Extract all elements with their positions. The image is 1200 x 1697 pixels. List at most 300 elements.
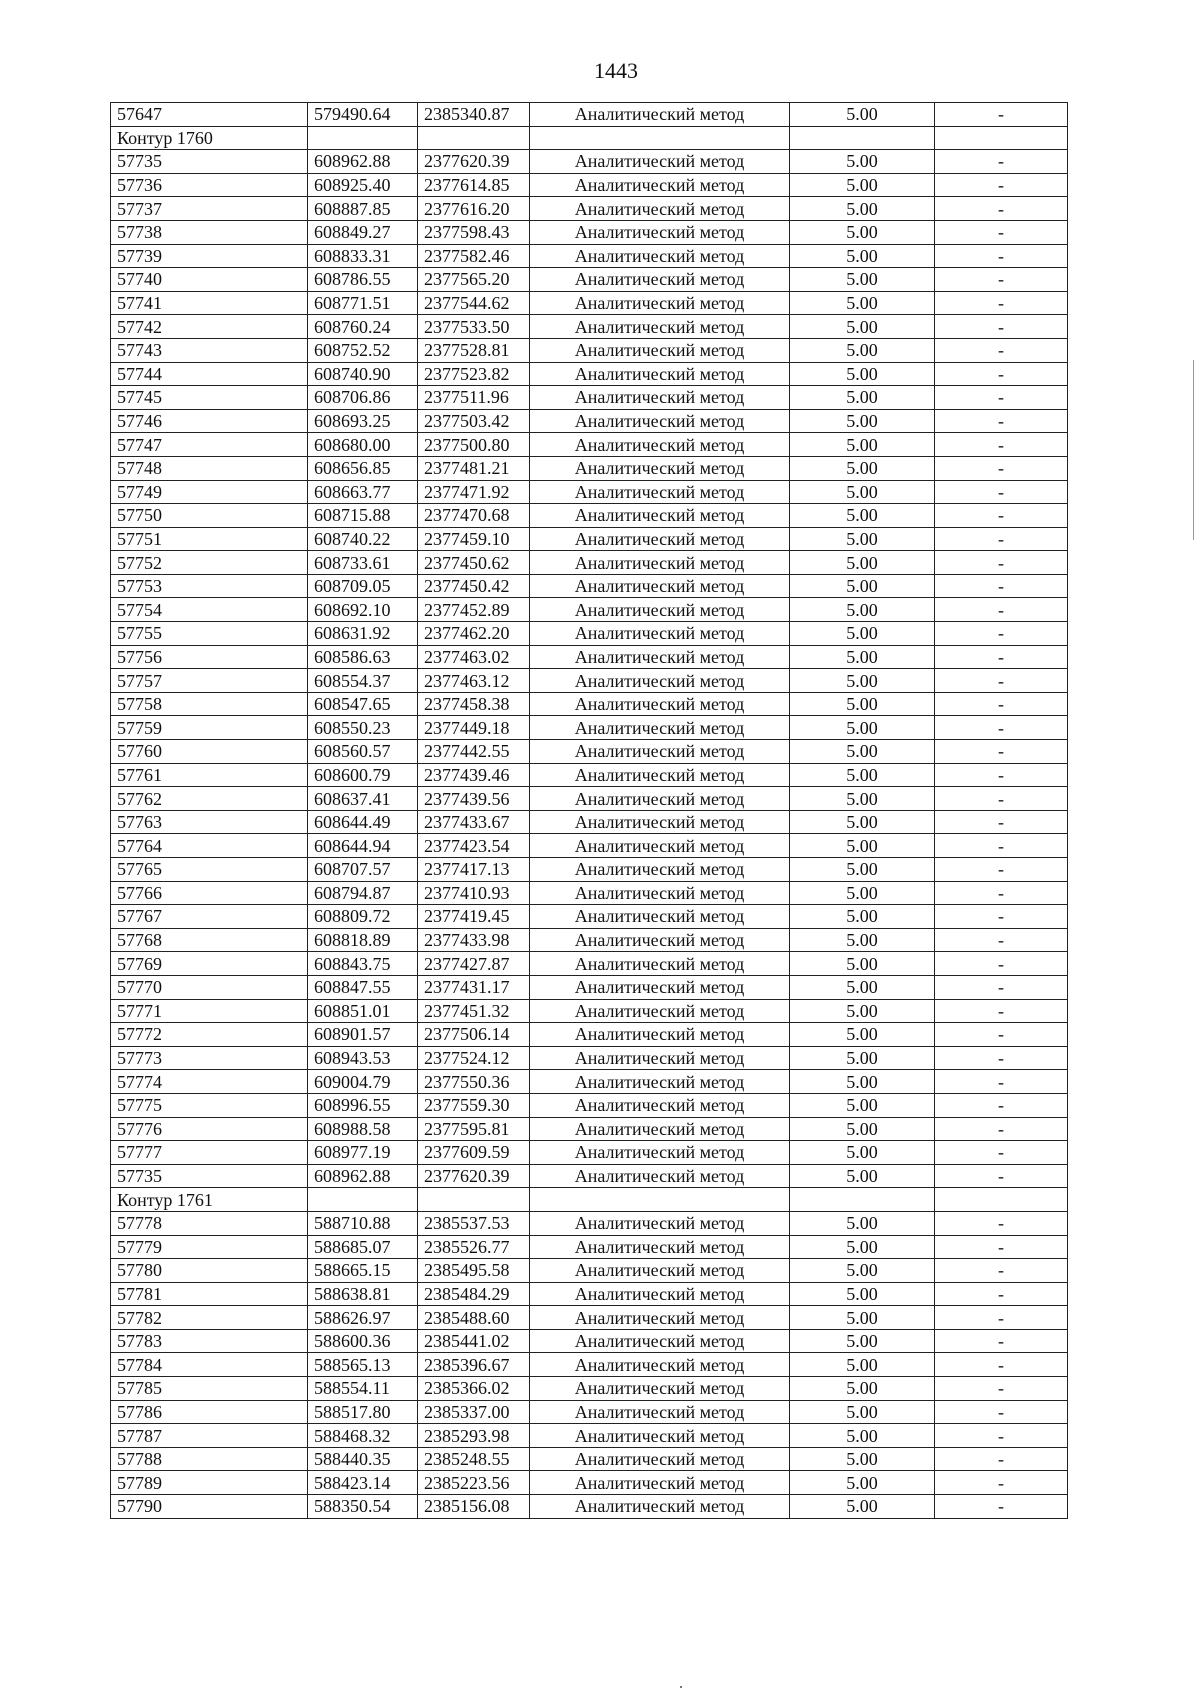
y-coordinate-cell: 2377506.14 [418, 1023, 530, 1047]
extra-cell: - [935, 362, 1068, 386]
extra-cell: - [935, 1495, 1068, 1519]
x-coordinate-cell: 608692.10 [308, 598, 418, 622]
method-cell: Аналитический метод [530, 456, 790, 480]
point-id-cell: 57760 [111, 740, 308, 764]
method-cell: Аналитический метод [530, 338, 790, 362]
extra-cell: - [935, 1447, 1068, 1471]
x-coordinate-cell: 608833.31 [308, 244, 418, 268]
extra-cell: - [935, 928, 1068, 952]
precision-cell: 5.00 [790, 291, 935, 315]
precision-cell: 5.00 [790, 598, 935, 622]
point-id-cell: 57753 [111, 574, 308, 598]
y-coordinate-cell: 2377459.10 [418, 527, 530, 551]
method-cell: Аналитический метод [530, 574, 790, 598]
method-cell: Аналитический метод [530, 268, 790, 292]
table-row [111, 291, 1068, 315]
x-coordinate-cell: 608709.05 [308, 574, 418, 598]
method-cell: Аналитический метод [530, 928, 790, 952]
y-coordinate-cell: 2385248.55 [418, 1447, 530, 1471]
precision-cell: 5.00 [790, 504, 935, 528]
y-coordinate-cell: 2377451.32 [418, 999, 530, 1023]
precision-cell: 5.00 [790, 268, 935, 292]
extra-cell: - [935, 291, 1068, 315]
y-coordinate-cell: 2377452.89 [418, 598, 530, 622]
extra-cell: - [935, 1471, 1068, 1495]
table-row [111, 1377, 1068, 1401]
extra-cell: - [935, 527, 1068, 551]
x-coordinate-cell: 608887.85 [308, 197, 418, 221]
extra-cell: - [935, 645, 1068, 669]
x-coordinate-cell: 608693.25 [308, 409, 418, 433]
x-coordinate-cell: 588554.11 [308, 1377, 418, 1401]
x-coordinate-cell: 588638.81 [308, 1282, 418, 1306]
x-coordinate-cell: 588468.32 [308, 1424, 418, 1448]
y-coordinate-cell: 2377450.62 [418, 551, 530, 575]
contour-header-row [111, 126, 1068, 150]
method-cell: Аналитический метод [530, 1282, 790, 1306]
precision-cell: 5.00 [790, 692, 935, 716]
precision-cell: 5.00 [790, 574, 935, 598]
precision-cell: 5.00 [790, 1235, 935, 1259]
y-coordinate-cell: 2377616.20 [418, 197, 530, 221]
extra-cell: - [935, 1377, 1068, 1401]
empty-cell [308, 126, 418, 150]
table-row [111, 645, 1068, 669]
extra-cell: - [935, 1259, 1068, 1283]
precision-cell: 5.00 [790, 999, 935, 1023]
precision-cell: 5.00 [790, 456, 935, 480]
method-cell: Аналитический метод [530, 1353, 790, 1377]
precision-cell: 5.00 [790, 716, 935, 740]
empty-cell [530, 126, 790, 150]
x-coordinate-cell: 608656.85 [308, 456, 418, 480]
x-coordinate-cell: 608809.72 [308, 905, 418, 929]
extra-cell: - [935, 338, 1068, 362]
extra-cell: - [935, 1282, 1068, 1306]
x-coordinate-cell: 608847.55 [308, 975, 418, 999]
point-id-cell: 57647 [111, 103, 308, 127]
method-cell: Аналитический метод [530, 763, 790, 787]
method-cell: Аналитический метод [530, 881, 790, 905]
method-cell: Аналитический метод [530, 1400, 790, 1424]
point-id-cell: 57773 [111, 1046, 308, 1070]
extra-cell: - [935, 1211, 1068, 1235]
y-coordinate-cell: 2385441.02 [418, 1329, 530, 1353]
y-coordinate-cell: 2385526.77 [418, 1235, 530, 1259]
y-coordinate-cell: 2377442.55 [418, 740, 530, 764]
method-cell: Аналитический метод [530, 645, 790, 669]
table-row [111, 456, 1068, 480]
precision-cell: 5.00 [790, 103, 935, 127]
table-row [111, 810, 1068, 834]
extra-cell: - [935, 409, 1068, 433]
precision-cell: 5.00 [790, 1259, 935, 1283]
x-coordinate-cell: 588665.15 [308, 1259, 418, 1283]
point-id-cell: 57744 [111, 362, 308, 386]
point-id-cell: 57749 [111, 480, 308, 504]
point-id-cell: 57770 [111, 975, 308, 999]
extra-cell: - [935, 1141, 1068, 1165]
y-coordinate-cell: 2377523.82 [418, 362, 530, 386]
scan-artifact-line [1193, 360, 1194, 540]
extra-cell: - [935, 1093, 1068, 1117]
y-coordinate-cell: 2377565.20 [418, 268, 530, 292]
contour-label: Контур 1760 [111, 126, 308, 150]
extra-cell: - [935, 1353, 1068, 1377]
y-coordinate-cell: 2385293.98 [418, 1424, 530, 1448]
precision-cell: 5.00 [790, 1424, 935, 1448]
precision-cell: 5.00 [790, 220, 935, 244]
x-coordinate-cell: 608740.22 [308, 527, 418, 551]
method-cell: Аналитический метод [530, 220, 790, 244]
x-coordinate-cell: 608707.57 [308, 858, 418, 882]
precision-cell: 5.00 [790, 150, 935, 174]
scan-artifact-dot [680, 1686, 682, 1688]
table-row [111, 1329, 1068, 1353]
point-id-cell: 57786 [111, 1400, 308, 1424]
x-coordinate-cell: 608637.41 [308, 787, 418, 811]
point-id-cell: 57743 [111, 338, 308, 362]
table-row [111, 1117, 1068, 1141]
point-id-cell: 57761 [111, 763, 308, 787]
point-id-cell: 57780 [111, 1259, 308, 1283]
x-coordinate-cell: 588565.13 [308, 1353, 418, 1377]
table-row [111, 1447, 1068, 1471]
x-coordinate-cell: 588517.80 [308, 1400, 418, 1424]
y-coordinate-cell: 2377419.45 [418, 905, 530, 929]
x-coordinate-cell: 608752.52 [308, 338, 418, 362]
table-row [111, 905, 1068, 929]
point-id-cell: 57772 [111, 1023, 308, 1047]
table-row [111, 386, 1068, 410]
precision-cell: 5.00 [790, 409, 935, 433]
y-coordinate-cell: 2377470.68 [418, 504, 530, 528]
extra-cell: - [935, 268, 1068, 292]
point-id-cell: 57784 [111, 1353, 308, 1377]
precision-cell: 5.00 [790, 763, 935, 787]
y-coordinate-cell: 2385495.58 [418, 1259, 530, 1283]
method-cell: Аналитический метод [530, 1377, 790, 1401]
point-id-cell: 57765 [111, 858, 308, 882]
y-coordinate-cell: 2377582.46 [418, 244, 530, 268]
extra-cell: - [935, 1424, 1068, 1448]
x-coordinate-cell: 588440.35 [308, 1447, 418, 1471]
y-coordinate-cell: 2377533.50 [418, 315, 530, 339]
table-row [111, 551, 1068, 575]
method-cell: Аналитический метод [530, 1093, 790, 1117]
point-id-cell: 57768 [111, 928, 308, 952]
point-id-cell: 57783 [111, 1329, 308, 1353]
point-id-cell: 57781 [111, 1282, 308, 1306]
x-coordinate-cell: 608771.51 [308, 291, 418, 315]
y-coordinate-cell: 2377423.54 [418, 834, 530, 858]
table-row [111, 881, 1068, 905]
y-coordinate-cell: 2385156.08 [418, 1495, 530, 1519]
table-row [111, 433, 1068, 457]
coordinates-table-body [111, 103, 1068, 1519]
precision-cell: 5.00 [790, 1447, 935, 1471]
y-coordinate-cell: 2377598.43 [418, 220, 530, 244]
empty-cell [308, 1188, 418, 1212]
precision-cell: 5.00 [790, 1046, 935, 1070]
point-id-cell: 57777 [111, 1141, 308, 1165]
page-number: 1443 [594, 58, 638, 83]
y-coordinate-cell: 2377609.59 [418, 1141, 530, 1165]
y-coordinate-cell: 2385223.56 [418, 1471, 530, 1495]
point-id-cell: 57774 [111, 1070, 308, 1094]
y-coordinate-cell: 2377410.93 [418, 881, 530, 905]
method-cell: Аналитический метод [530, 905, 790, 929]
method-cell: Аналитический метод [530, 433, 790, 457]
method-cell: Аналитический метод [530, 1235, 790, 1259]
extra-cell: - [935, 1164, 1068, 1188]
table-row [111, 244, 1068, 268]
point-id-cell: 57735 [111, 1164, 308, 1188]
method-cell: Аналитический метод [530, 103, 790, 127]
point-id-cell: 57741 [111, 291, 308, 315]
x-coordinate-cell: 608663.77 [308, 480, 418, 504]
precision-cell: 5.00 [790, 1282, 935, 1306]
method-cell: Аналитический метод [530, 409, 790, 433]
precision-cell: 5.00 [790, 645, 935, 669]
precision-cell: 5.00 [790, 362, 935, 386]
x-coordinate-cell: 608631.92 [308, 622, 418, 646]
table-row [111, 1093, 1068, 1117]
method-cell: Аналитический метод [530, 362, 790, 386]
y-coordinate-cell: 2377431.17 [418, 975, 530, 999]
extra-cell: - [935, 905, 1068, 929]
method-cell: Аналитический метод [530, 669, 790, 693]
extra-cell: - [935, 787, 1068, 811]
y-coordinate-cell: 2385366.02 [418, 1377, 530, 1401]
extra-cell: - [935, 386, 1068, 410]
x-coordinate-cell: 608925.40 [308, 173, 418, 197]
precision-cell: 5.00 [790, 1023, 935, 1047]
extra-cell: - [935, 1235, 1068, 1259]
table-row [111, 1023, 1068, 1047]
extra-cell: - [935, 1329, 1068, 1353]
precision-cell: 5.00 [790, 386, 935, 410]
y-coordinate-cell: 2385337.00 [418, 1400, 530, 1424]
x-coordinate-cell: 608943.53 [308, 1046, 418, 1070]
y-coordinate-cell: 2377458.38 [418, 692, 530, 716]
precision-cell: 5.00 [790, 928, 935, 952]
empty-cell [935, 126, 1068, 150]
precision-cell: 5.00 [790, 1471, 935, 1495]
contour-header-row [111, 1188, 1068, 1212]
x-coordinate-cell: 608680.00 [308, 433, 418, 457]
point-id-cell: 57762 [111, 787, 308, 811]
table-row [111, 598, 1068, 622]
y-coordinate-cell: 2377463.02 [418, 645, 530, 669]
x-coordinate-cell: 608706.86 [308, 386, 418, 410]
extra-cell: - [935, 551, 1068, 575]
extra-cell: - [935, 999, 1068, 1023]
table-row [111, 1235, 1068, 1259]
method-cell: Аналитический метод [530, 480, 790, 504]
y-coordinate-cell: 2377511.96 [418, 386, 530, 410]
method-cell: Аналитический метод [530, 1211, 790, 1235]
method-cell: Аналитический метод [530, 1447, 790, 1471]
extra-cell: - [935, 1400, 1068, 1424]
x-coordinate-cell: 588423.14 [308, 1471, 418, 1495]
precision-cell: 5.00 [790, 1141, 935, 1165]
y-coordinate-cell: 2377503.42 [418, 409, 530, 433]
extra-cell: - [935, 504, 1068, 528]
x-coordinate-cell: 608818.89 [308, 928, 418, 952]
extra-cell: - [935, 1046, 1068, 1070]
method-cell: Аналитический метод [530, 527, 790, 551]
point-id-cell: 57737 [111, 197, 308, 221]
point-id-cell: 57758 [111, 692, 308, 716]
x-coordinate-cell: 608962.88 [308, 150, 418, 174]
precision-cell: 5.00 [790, 527, 935, 551]
table-row [111, 740, 1068, 764]
table-row [111, 409, 1068, 433]
table-row [111, 574, 1068, 598]
point-id-cell: 57787 [111, 1424, 308, 1448]
table-row [111, 480, 1068, 504]
x-coordinate-cell: 588626.97 [308, 1306, 418, 1330]
extra-cell: - [935, 716, 1068, 740]
y-coordinate-cell: 2377544.62 [418, 291, 530, 315]
precision-cell: 5.00 [790, 1164, 935, 1188]
point-id-cell: 57745 [111, 386, 308, 410]
precision-cell: 5.00 [790, 480, 935, 504]
extra-cell: - [935, 692, 1068, 716]
point-id-cell: 57782 [111, 1306, 308, 1330]
precision-cell: 5.00 [790, 810, 935, 834]
method-cell: Аналитический метод [530, 598, 790, 622]
precision-cell: 5.00 [790, 975, 935, 999]
extra-cell: - [935, 622, 1068, 646]
x-coordinate-cell: 608644.49 [308, 810, 418, 834]
extra-cell: - [935, 244, 1068, 268]
extra-cell: - [935, 834, 1068, 858]
extra-cell: - [935, 150, 1068, 174]
point-id-cell: 57746 [111, 409, 308, 433]
y-coordinate-cell: 2377524.12 [418, 1046, 530, 1070]
y-coordinate-cell: 2377481.21 [418, 456, 530, 480]
point-id-cell: 57766 [111, 881, 308, 905]
y-coordinate-cell: 2377550.36 [418, 1070, 530, 1094]
x-coordinate-cell: 608586.63 [308, 645, 418, 669]
table-row [111, 1400, 1068, 1424]
point-id-cell: 57769 [111, 952, 308, 976]
precision-cell: 5.00 [790, 1070, 935, 1094]
y-coordinate-cell: 2377463.12 [418, 669, 530, 693]
method-cell: Аналитический метод [530, 834, 790, 858]
table-row [111, 268, 1068, 292]
x-coordinate-cell: 608760.24 [308, 315, 418, 339]
x-coordinate-cell: 608977.19 [308, 1141, 418, 1165]
point-id-cell: 57754 [111, 598, 308, 622]
extra-cell: - [935, 103, 1068, 127]
precision-cell: 5.00 [790, 1495, 935, 1519]
x-coordinate-cell: 579490.64 [308, 103, 418, 127]
extra-cell: - [935, 315, 1068, 339]
y-coordinate-cell: 2377620.39 [418, 1164, 530, 1188]
method-cell: Аналитический метод [530, 291, 790, 315]
precision-cell: 5.00 [790, 1400, 935, 1424]
extra-cell: - [935, 197, 1068, 221]
point-id-cell: 57756 [111, 645, 308, 669]
point-id-cell: 57779 [111, 1235, 308, 1259]
method-cell: Аналитический метод [530, 1023, 790, 1047]
x-coordinate-cell: 608550.23 [308, 716, 418, 740]
precision-cell: 5.00 [790, 173, 935, 197]
table-row [111, 1353, 1068, 1377]
point-id-cell: 57785 [111, 1377, 308, 1401]
point-id-cell: 57738 [111, 220, 308, 244]
point-id-cell: 57747 [111, 433, 308, 457]
x-coordinate-cell: 588600.36 [308, 1329, 418, 1353]
table-row [111, 1306, 1068, 1330]
precision-cell: 5.00 [790, 622, 935, 646]
y-coordinate-cell: 2377450.42 [418, 574, 530, 598]
extra-cell: - [935, 456, 1068, 480]
empty-cell [790, 1188, 935, 1212]
method-cell: Аналитический метод [530, 1306, 790, 1330]
extra-cell: - [935, 1070, 1068, 1094]
contour-label: Контур 1761 [111, 1188, 308, 1212]
y-coordinate-cell: 2377462.20 [418, 622, 530, 646]
table-row [111, 928, 1068, 952]
method-cell: Аналитический метод [530, 244, 790, 268]
y-coordinate-cell: 2377614.85 [418, 173, 530, 197]
point-id-cell: 57789 [111, 1471, 308, 1495]
table-row [111, 173, 1068, 197]
table-row [111, 220, 1068, 244]
y-coordinate-cell: 2377433.98 [418, 928, 530, 952]
x-coordinate-cell: 588350.54 [308, 1495, 418, 1519]
extra-cell: - [935, 1117, 1068, 1141]
point-id-cell: 57764 [111, 834, 308, 858]
extra-cell: - [935, 881, 1068, 905]
point-id-cell: 57742 [111, 315, 308, 339]
method-cell: Аналитический метод [530, 810, 790, 834]
table-row [111, 692, 1068, 716]
table-row [111, 197, 1068, 221]
table-row [111, 1424, 1068, 1448]
method-cell: Аналитический метод [530, 197, 790, 221]
method-cell: Аналитический метод [530, 173, 790, 197]
extra-cell: - [935, 433, 1068, 457]
method-cell: Аналитический метод [530, 716, 790, 740]
point-id-cell: 57740 [111, 268, 308, 292]
precision-cell: 5.00 [790, 1093, 935, 1117]
point-id-cell: 57752 [111, 551, 308, 575]
precision-cell: 5.00 [790, 881, 935, 905]
point-id-cell: 57775 [111, 1093, 308, 1117]
extra-cell: - [935, 1023, 1068, 1047]
extra-cell: - [935, 975, 1068, 999]
table-row [111, 1282, 1068, 1306]
precision-cell: 5.00 [790, 1211, 935, 1235]
extra-cell: - [935, 740, 1068, 764]
y-coordinate-cell: 2385484.29 [418, 1282, 530, 1306]
x-coordinate-cell: 608560.57 [308, 740, 418, 764]
x-coordinate-cell: 608547.65 [308, 692, 418, 716]
x-coordinate-cell: 608715.88 [308, 504, 418, 528]
empty-cell [418, 1188, 530, 1212]
point-id-cell: 57790 [111, 1495, 308, 1519]
extra-cell: - [935, 574, 1068, 598]
table-row [111, 1495, 1068, 1519]
table-row [111, 150, 1068, 174]
precision-cell: 5.00 [790, 551, 935, 575]
x-coordinate-cell: 608644.94 [308, 834, 418, 858]
